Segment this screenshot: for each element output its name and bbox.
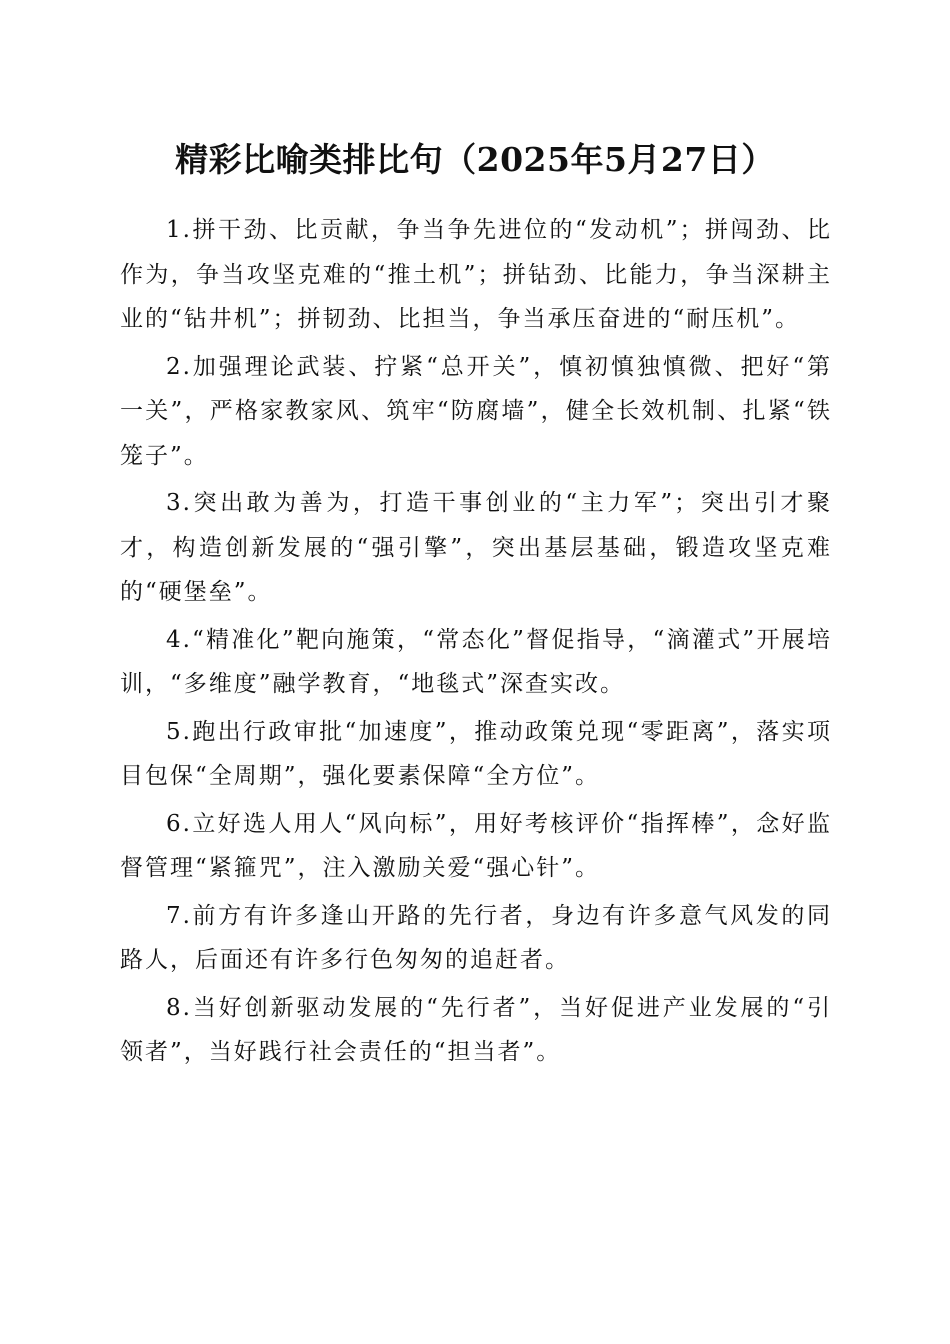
paragraph-4: 4.“精准化”靶向施策，“常态化”督促指导，“滴灌式”开展培训，“多维度”融学教育，“地毯式”深查实改。 xyxy=(120,626,832,697)
paragraph-7: 7.前方有许多逢山开路的先行者，身边有许多意气风发的同路人，后面还有许多行色匆匆的追赶者。 xyxy=(120,902,832,973)
paragraph-8: 8.当好创新驱动发展的“先行者”，当好促进产业发展的“引领者”，当好践行社会责任的“担当者”。 xyxy=(120,994,832,1065)
paragraph-6: 6.立好选人用人“风向标”，用好考核评价“指挥棒”，念好监督管理“紧箍咒”，注入激励关爱“强心针”。 xyxy=(120,810,832,881)
document-body xyxy=(120,208,832,1078)
paragraph-3: 3.突出敢为善为，打造干事创业的“主力军”；突出引才聚才，构造创新发展的“强引擎”，突出基层基础，锻造攻坚克难的“硬堡垒”。 xyxy=(120,490,832,605)
paragraph-1: 1.拼干劲、比贡献，争当争先进位的“发动机”；拼闯劲、比作为，争当攻坚克难的“推土机”；拼钻劲、比能力，争当深耕主业的“钻井机”；拼韧劲、比担当，争当承压奋进的“耐压机”。 xyxy=(120,217,832,332)
document-title: 精彩比喻类排比句（2025年5月27日） xyxy=(175,140,775,179)
paragraph-5: 5.跑出行政审批“加速度”，推动政策兑现“零距离”，落实项目包保“全周期”，强化要素保障“全方位”。 xyxy=(120,718,832,789)
paragraph-2: 2.加强理论武装、拧紧“总开关”，慎初慎独慎微、把好“第一关”，严格家教家风、筑牢“防腐墙”，健全长效机制、扎紧“铁笼子”。 xyxy=(120,353,832,469)
